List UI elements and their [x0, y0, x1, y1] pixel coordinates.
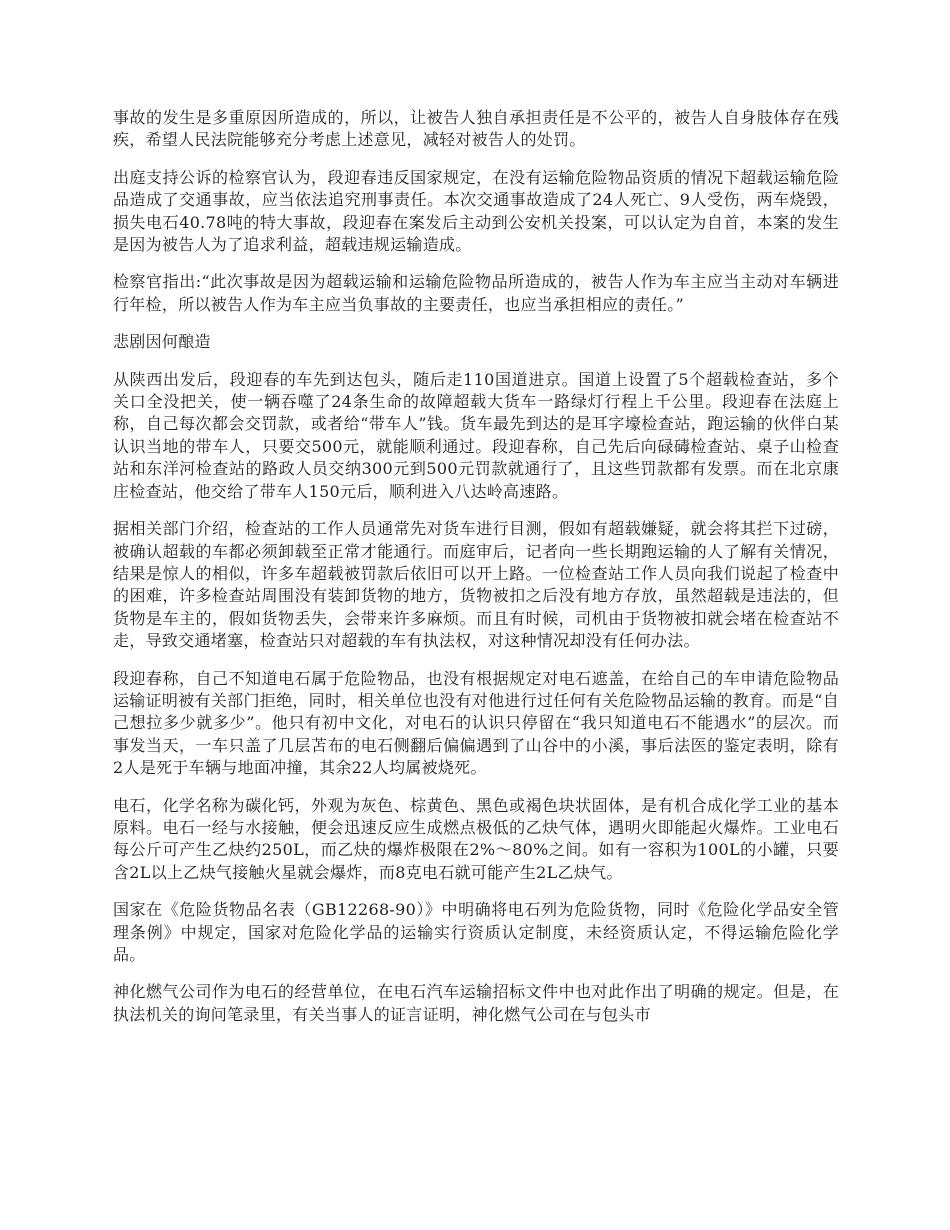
paragraph-defense-opinion: 事故的发生是多重原因所造成的，所以，让被告人独自承担责任是不公平的，被告人自身肢体存在残疾，希望人民法院能够充分考虑上述意见，减轻对被告人的处罚。: [113, 108, 839, 150]
paragraph-national-regulation: 国家在《危险货物品名表（GB12268-90）》中明确将电石列为危险货物，同时《危险化学品安全管理条例》中规定，国家对危险化学品的运输实行资质认定制度，未经资质认定，不得运输危险化学品。: [113, 900, 839, 964]
paragraph-calcium-carbide: 电石，化学名称为碳化钙，外观为灰色、棕黄色、黑色或褐色块状固体，是有机合成化学工业的基本原料。电石一经与水接触，便会迅速反应生成燃点极低的乙炔气体，遇明火即能起火爆炸。工业电石每公斤可产生乙炔约250L，而乙炔的爆炸极限在2%～80%之间。如有一容积为100L的小罐，只要含2L以上乙炔气接触火星就会爆炸，而8克电石就可能产生2L乙炔气。: [113, 795, 839, 882]
paragraph-prosecutor-view: 出庭支持公诉的检察官认为，段迎春违反国家规定，在没有运输危险物品资质的情况下超载运输危险品造成了交通事故，应当依法追究刑事责任。本次交通事故造成了24人死亡、9人受伤，两车烧毁，损失电石40.78吨的特大事故，段迎春在案发后主动到公安机关投案，可以认定为自首，本案的发生是因为被告人为了追求利益，超载违规运输造成。: [113, 167, 839, 255]
paragraph-checkpoint-difficulties: 据相关部门介绍，检查站的工作人员通常先对货车进行目测，假如有超载嫌疑，就会将其拦下过磅，被确认超载的车都必须卸载至正常才能通行。而庭审后，记者向一些长期跑运输的人了解有关情况，结果是惊人的相似，许多车超载被罚款后依旧可以开上路。一位检查站工作人员向我们说起了检查中的困难，许多检查站周围没有装卸货物的地方，货物被扣之后没有地方存放，虽然超载是违法的，但货物是车主的，假如货物丢失，会带来许多麻烦。而且有时候，司机由于货物被扣就会堵在检查站不走，导致交通堵塞，检查站只对超载的车有执法权，对这种情况却没有任何办法。: [113, 519, 839, 651]
paragraph-prosecutor-quote: 检察官指出:“此次事故是因为超载运输和运输危险物品所造成的，被告人作为车主应当主动对车辆进行年检，所以被告人作为车主应当负事故的主要责任，也应当承担相应的责任。”: [113, 272, 839, 314]
paragraph-shenhua-company: 神化燃气公司作为电石的经营单位，在电石汽车运输招标文件中也对此作出了明确的规定。但是，在执法机关的询问笔录里，有关当事人的证言证明，神化燃气公司在与包头市: [113, 982, 839, 1024]
document-body: [113, 107, 839, 1041]
paragraph-route-checkpoints: 从陕西出发后，段迎春的车先到达包头，随后走110国道进京。国道上设置了5个超载检查站，多个关口全没把关，使一辆吞噬了24条生命的故障超载大货车一路绿灯行程上千公里。段迎春在法庭上称，自己每次都会交罚款，或者给“带车人”钱。货车最先到达的是耳字壕检查站，跑运输的伙伴白某认识当地的带车人，只要交500元，就能顺利通过。段迎春称，自己先后向碌碡检查站、桌子山检查站和东洋河检查站的路政人员交纳300元到500元罚款就通行了，且这些罚款都有发票。而在北京康庄检查站，他交给了带车人150元后，顺利进入八达岭高速路。: [113, 369, 839, 501]
section-heading: 悲剧因何酿造: [113, 332, 211, 352]
paragraph-driver-knowledge: 段迎春称，自己不知道电石属于危险物品，也没有根据规定对电石遮盖，在给自己的车申请危险物品运输证明被有关部门拒绝，同时，相关单位也没有对他进行过任何有关危险物品运输的教育。而是“自己想拉多少就多少”。他只有初中文化，对电石的认识只停留在“我只知道电石不能遇水”的层次。而事发当天，一车只盖了几层苫布的电石侧翻后偏偏遇到了山谷中的小溪，事后法医的鉴定表明，除有2人是死于车辆与地面冲撞，其余22人均属被烧死。: [113, 668, 839, 778]
